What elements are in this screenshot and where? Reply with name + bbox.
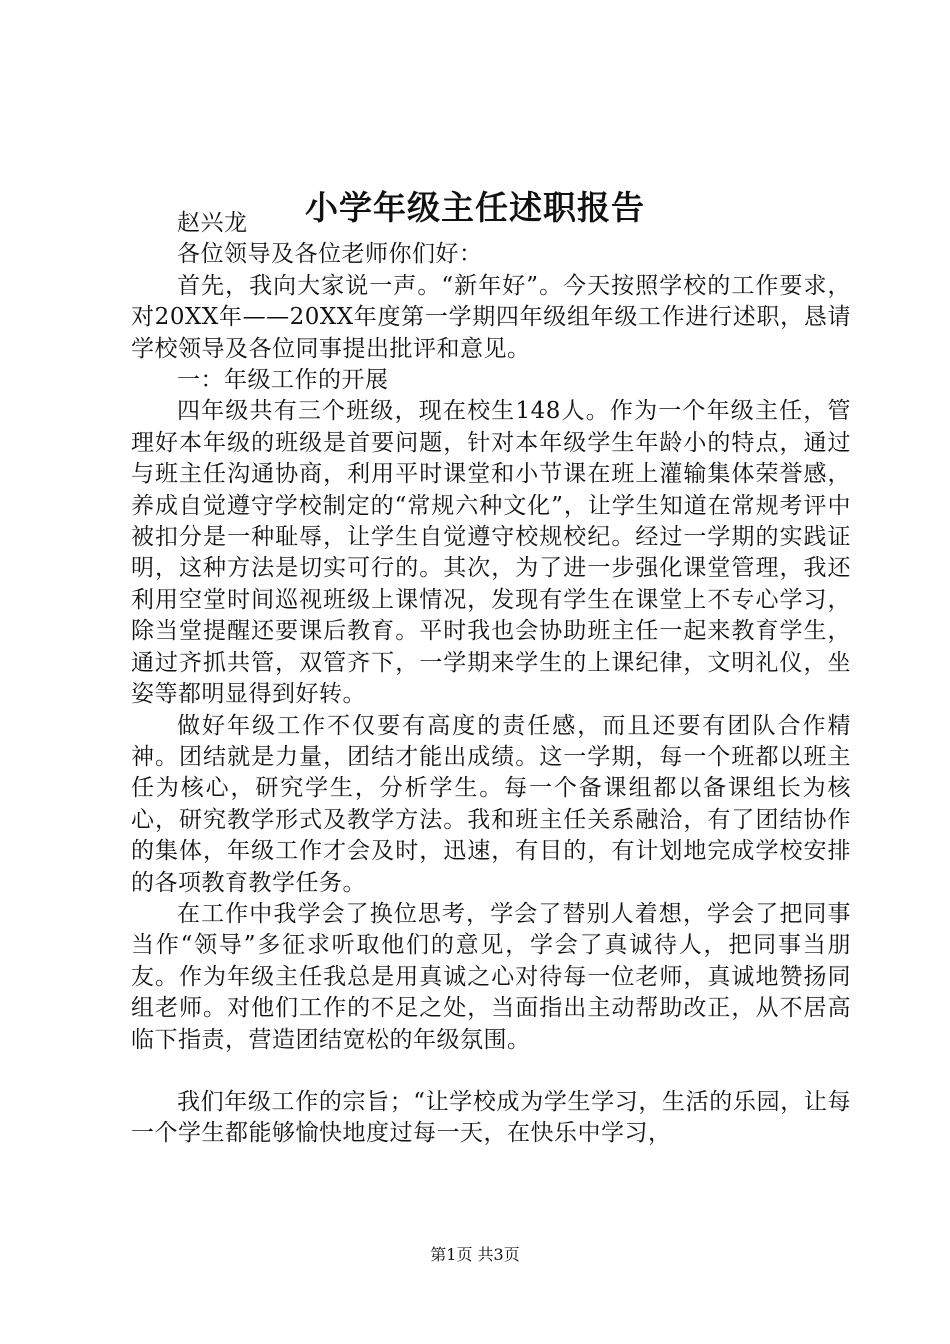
body-paragraph: 做好年级工作不仅要有高度的责任感，而且还要有团队合作精神。团结就是力量，团结才能出成绩。这一学期，每一个班都以班主任为核心，研究学生，分析学生。每一个备课组都以备课组长为核心，研究教学形式及教学方法。我和班主任关系融洽，有了团结协作的集体，年级工作才会及时，迅速，有目的，有计划地完成学校安排的各项教育教学任务。	[131, 712, 851, 896]
document-title: 小学年级主任述职报告	[305, 188, 645, 227]
body-paragraph: 我们年级工作的宗旨；“让学校成为学生学习，生活的乐园，让每一个学生都能够愉快地度过每一天，在快乐中学习，	[131, 1088, 851, 1147]
author-line: 赵兴龙	[177, 210, 248, 236]
body-paragraph: 四年级共有三个班级，现在校生148人。作为一个年级主任，管理好本年级的班级是首要问题，针对本年级学生年龄小的特点，通过与班主任沟通协商，利用平时课堂和小节课在班上灌输集体荣誉感，养成自觉遵守学校制定的“常规六种文化”，让学生知道在常规考评中被扣分是一种耻辱，让学生自觉遵守校规校纪。经过一学期的实践证明，这种方法是切实可行的。其次，为了进一步强化课堂管理，我还利用空堂时间巡视班级上课情况，发现有学生在课堂上不专心学习，除当堂提醒还要课后教育。平时我也会协助班主任一起来教育学生，通过齐抓共管，双管齐下，一学期来学生的上课纪律，文明礼仪，坐姿等都明显得到好转。	[131, 398, 851, 708]
body-paragraph: 首先，我向大家说一声。“新年好”。今天按照学校的工作要求，对20XX年——20XX年度第一学期四年级组年级工作进行述职，恳请学校领导及各位同事提出批评和意见。	[131, 272, 851, 362]
page-number: 第1页 共3页	[430, 1245, 520, 1264]
salutation: 各位领导及各位老师你们好：	[177, 241, 483, 268]
body-paragraph: 在工作中我学会了换位思考，学会了替别人着想，学会了把同事当作“领导”多征求听取他们的意见，学会了真诚待人，把同事当朋友。作为年级主任我总是用真诚之心对待每一位老师，真诚地赞扬同组老师。对他们工作的不足之处，当面指出主动帮助改正，从不居高临下指责，营造团结宽松的年级氛围。	[131, 900, 851, 1053]
document-body	[131, 208, 851, 1150]
section-heading: 一：年级工作的开展	[177, 367, 389, 394]
